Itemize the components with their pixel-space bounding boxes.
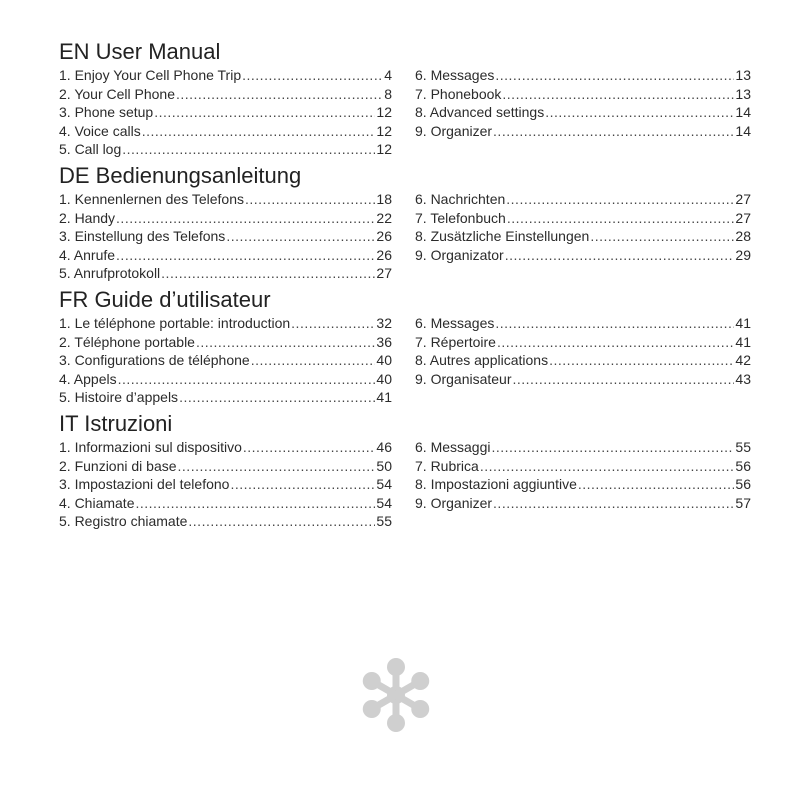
toc-entry-label: 8. Zusätzliche Einstellungen xyxy=(415,228,590,245)
dot-leader xyxy=(480,457,735,476)
toc-entry-label: 1. Kennenlernen des Telefons xyxy=(59,190,244,207)
toc-entry-label: 4. Appels xyxy=(59,370,117,387)
dot-leader xyxy=(178,457,376,476)
toc-entry-label: 5. Registro chiamate xyxy=(59,513,188,530)
logo-petal xyxy=(363,700,381,718)
dot-leader xyxy=(505,246,735,265)
toc-entry-label: 6. Messages xyxy=(415,314,495,331)
toc-entry xyxy=(415,370,751,389)
toc-entry-label: 2. Téléphone portable xyxy=(59,333,195,350)
toc-entry xyxy=(415,351,751,370)
toc-entry-label: 4. Chiamate xyxy=(59,494,135,511)
toc-entry-label: 3. Configurations de téléphone xyxy=(59,352,250,369)
toc-entry-page: 41 xyxy=(735,314,751,331)
dot-leader xyxy=(242,66,383,85)
toc-right-column xyxy=(415,66,751,159)
toc-entry xyxy=(59,494,392,513)
toc-left-column xyxy=(59,190,392,283)
logo-petal xyxy=(411,672,429,690)
section-title: DE Bedienungsanleitung xyxy=(59,162,302,188)
toc-section-en xyxy=(59,39,751,159)
section-title: EN User Manual xyxy=(59,39,221,64)
toc-entry-page: 29 xyxy=(735,246,751,263)
section-title: FR Guide d’utilisateur xyxy=(59,286,271,312)
dot-leader xyxy=(116,246,375,265)
toc-left-column xyxy=(59,314,392,407)
toc-entry-page: 41 xyxy=(376,389,392,406)
toc-entry xyxy=(59,264,392,283)
toc-entry xyxy=(415,122,751,141)
dot-leader xyxy=(491,438,734,457)
logo-petal xyxy=(411,700,429,718)
toc-entry-label: 9. Organizer xyxy=(415,494,493,511)
toc-entry-page: 55 xyxy=(376,513,392,530)
toc-entry xyxy=(59,103,392,122)
toc-entry xyxy=(415,209,751,228)
toc-entry-label: 6. Messaggi xyxy=(415,438,491,455)
toc-entry-page: 26 xyxy=(376,246,392,263)
toc-columns xyxy=(59,314,751,407)
toc-entry xyxy=(59,85,392,104)
toc-entry-page: 27 xyxy=(376,265,392,282)
toc-entry-label: 1. Le téléphone portable: introduction xyxy=(59,314,291,331)
dot-leader xyxy=(226,227,375,246)
toc-entry xyxy=(415,85,751,104)
dot-leader xyxy=(196,333,375,352)
toc-entry-page: 32 xyxy=(376,314,392,331)
toc-section-fr xyxy=(59,287,751,407)
toc-entry xyxy=(415,333,751,352)
toc-entry-label: 3. Einstellung des Telefons xyxy=(59,228,226,245)
toc-entry-page: 8 xyxy=(384,85,392,102)
toc-columns xyxy=(59,190,751,283)
toc-entry-label: 6. Messages xyxy=(415,67,495,83)
dot-leader xyxy=(495,314,734,333)
toc-entry-label: 8. Impostazioni aggiuntive xyxy=(415,476,577,493)
toc-entry-page: 14 xyxy=(735,122,751,139)
dot-leader xyxy=(135,494,375,513)
toc-columns xyxy=(59,66,751,159)
dot-leader xyxy=(179,388,375,407)
toc-entry-label: 5. Histoire d’appels xyxy=(59,389,179,406)
dot-leader xyxy=(154,103,375,122)
toc-entry-page: 55 xyxy=(735,438,751,455)
toc-entry-label: 6. Nachrichten xyxy=(415,190,506,207)
dot-leader xyxy=(578,475,735,494)
dot-leader xyxy=(495,66,734,85)
toc-entry-label: 5. Call log xyxy=(59,141,122,158)
dot-leader xyxy=(502,85,734,104)
toc-entry xyxy=(59,438,392,457)
flower-logo-icon xyxy=(356,655,436,735)
dot-leader xyxy=(161,264,375,283)
toc-entry-label: 8. Autres applications xyxy=(415,352,549,369)
toc-entry xyxy=(415,314,751,333)
dot-leader xyxy=(245,190,375,209)
section-title: IT Istruzioni xyxy=(59,410,173,436)
toc-entry xyxy=(59,370,392,389)
toc-entry-page: 18 xyxy=(376,190,392,207)
toc-entry xyxy=(415,103,751,122)
toc-entry-page: 42 xyxy=(735,352,751,369)
toc-entry xyxy=(59,66,392,85)
toc-entry xyxy=(59,475,392,494)
dot-leader xyxy=(243,438,376,457)
toc-entry-page: 40 xyxy=(376,352,392,369)
toc-entry-page: 14 xyxy=(735,104,751,121)
dot-leader xyxy=(507,209,735,228)
toc-left-column xyxy=(59,66,392,159)
toc-entry xyxy=(59,140,392,159)
toc-entry xyxy=(59,457,392,476)
dot-leader xyxy=(188,512,375,531)
logo-petal xyxy=(387,658,405,676)
toc-entry-label: 7. Rubrica xyxy=(415,457,479,474)
toc-entry xyxy=(415,494,751,513)
dot-leader xyxy=(116,209,375,228)
toc-entry-page: 28 xyxy=(735,228,751,245)
toc-entry xyxy=(59,227,392,246)
toc-entry-label: 4. Voice calls xyxy=(59,122,141,139)
dot-leader xyxy=(251,351,376,370)
toc-entry xyxy=(415,475,751,494)
toc-entry-page: 54 xyxy=(376,494,392,511)
toc-entry-label: 2. Handy xyxy=(59,209,116,226)
logo-petal xyxy=(363,672,381,690)
toc-entry-page: 40 xyxy=(376,370,392,387)
toc-entry-label: 4. Anrufe xyxy=(59,246,116,263)
dot-leader xyxy=(506,190,734,209)
toc-entry-label: 3. Phone setup xyxy=(59,104,154,121)
toc-entry-label: 8. Advanced settings xyxy=(415,104,545,121)
toc-entry-page: 54 xyxy=(376,476,392,493)
dot-leader xyxy=(497,333,734,352)
toc-entry-page: 36 xyxy=(376,333,392,350)
toc-entry-page: 27 xyxy=(735,209,751,226)
toc-entry-page: 4 xyxy=(384,67,392,83)
toc-right-column xyxy=(415,190,751,283)
toc-entry xyxy=(415,457,751,476)
toc-entry-page: 12 xyxy=(376,141,392,158)
toc-section-it xyxy=(59,411,751,531)
toc-entry-label: 1. Informazioni sul dispositivo xyxy=(59,438,242,455)
toc-entry-page: 12 xyxy=(376,122,392,139)
toc-entry xyxy=(59,209,392,228)
dot-leader xyxy=(590,227,734,246)
toc-entry-page: 56 xyxy=(735,476,751,493)
toc-entry-label: 9. Organizator xyxy=(415,246,504,263)
dot-leader xyxy=(118,370,376,389)
table-of-contents xyxy=(59,39,751,535)
toc-entry-page: 57 xyxy=(735,494,751,511)
toc-right-column xyxy=(415,314,751,407)
dot-leader xyxy=(122,140,375,159)
toc-entry-page: 43 xyxy=(735,370,751,387)
toc-entry-page: 56 xyxy=(735,457,751,474)
logo-petal xyxy=(387,714,405,732)
toc-entry-label: 7. Répertoire xyxy=(415,333,496,350)
toc-entry xyxy=(415,190,751,209)
toc-entry-page: 50 xyxy=(376,457,392,474)
dot-leader xyxy=(493,122,734,141)
toc-entry-page: 26 xyxy=(376,228,392,245)
toc-entry-page: 27 xyxy=(735,190,751,207)
toc-entry xyxy=(59,351,392,370)
toc-entry-page: 22 xyxy=(376,209,392,226)
toc-entry xyxy=(59,512,392,531)
toc-entry xyxy=(59,333,392,352)
toc-entry xyxy=(415,438,751,457)
toc-entry-label: 9. Organisateur xyxy=(415,370,512,387)
toc-entry xyxy=(59,388,392,407)
toc-entry-label: 7. Telefonbuch xyxy=(415,209,506,226)
toc-entry xyxy=(415,246,751,265)
toc-entry xyxy=(59,122,392,141)
toc-left-column xyxy=(59,438,392,531)
toc-entry xyxy=(59,314,392,333)
toc-entry-page: 41 xyxy=(735,333,751,350)
toc-entry xyxy=(415,66,751,85)
toc-entry-label: 5. Anrufprotokoll xyxy=(59,265,161,282)
dot-leader xyxy=(513,370,735,389)
dot-leader xyxy=(545,103,734,122)
toc-entry-page: 46 xyxy=(376,438,392,455)
toc-entry-label: 2. Your Cell Phone xyxy=(59,85,175,102)
toc-entry-label: 1. Enjoy Your Cell Phone Trip xyxy=(59,67,242,83)
toc-entry-label: 3. Impostazioni del telefono xyxy=(59,476,230,493)
toc-columns xyxy=(59,438,751,531)
dot-leader xyxy=(230,475,375,494)
toc-section-de xyxy=(59,163,751,283)
toc-right-column xyxy=(415,438,751,531)
toc-entry-page: 13 xyxy=(735,85,751,102)
toc-entry-label: 9. Organizer xyxy=(415,122,493,139)
toc-entry xyxy=(59,246,392,265)
dot-leader xyxy=(176,85,383,104)
toc-entry xyxy=(59,190,392,209)
dot-leader xyxy=(142,122,376,141)
toc-entry-page: 12 xyxy=(376,104,392,121)
toc-entry-label: 2. Funzioni di base xyxy=(59,457,177,474)
toc-entry-label: 7. Phonebook xyxy=(415,85,502,102)
dot-leader xyxy=(493,494,734,513)
dot-leader xyxy=(549,351,734,370)
toc-entry-page: 13 xyxy=(735,67,751,83)
dot-leader xyxy=(291,314,375,333)
toc-entry xyxy=(415,227,751,246)
